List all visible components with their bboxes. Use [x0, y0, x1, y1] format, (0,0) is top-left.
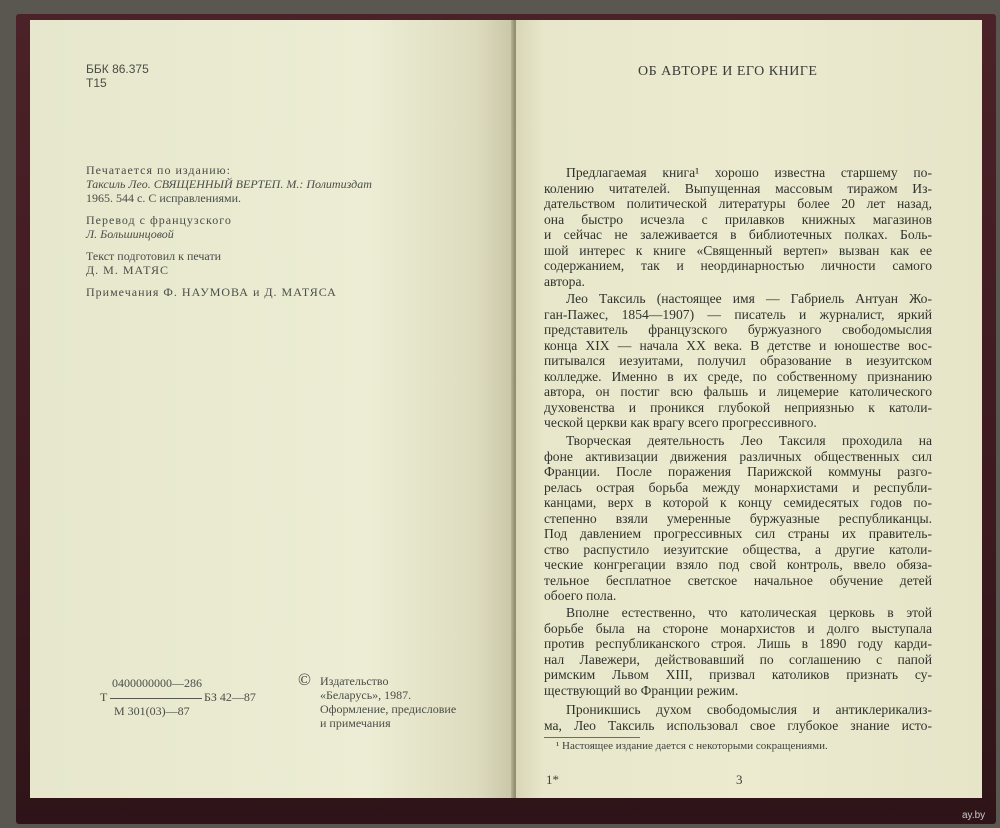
catalog-fraction-line: [110, 698, 202, 699]
paragraph-5: Проникшись духом свободомыслия и антиклерикализ- ма, Лео Таксиль использовал свое глубокое знание исто-: [544, 702, 932, 733]
right-page: [516, 20, 982, 798]
catalog-code-right: БЗ 42—87: [204, 690, 256, 704]
paragraph-1: Предлагаемая книга¹ хорошо известна старшему по- колению читателей. Выпущенная массовым тиражом Из- дательством политической литературы более 20 лет назад, она быстро исчезла с прилавков книжных магазинов и сейчас не залеживается в библиотечных полках. Боль- шой интерес к книге «Священный вертеп» вызван как ее содержанием, так и неординарностью личности самого автора.: [544, 165, 932, 289]
copyright-line2: «Беларусь», 1987.: [320, 688, 412, 702]
catalog-code-bottom: М 301(03)—87: [114, 704, 190, 718]
signature-mark: 1*: [546, 772, 559, 787]
catalog-code-letter: Т: [100, 690, 108, 704]
prepared-label: Текст подготовил к печати: [86, 249, 222, 263]
page-number: 3: [736, 772, 743, 787]
printed-from-label: Печатается по изданию:: [86, 163, 231, 177]
paragraph-4: Вполне естественно, что католическая церковь в этой борьбе была на стороне монархистов и долго выступала против республиканского строя. Лишь в 1890 году карди- нал Лавежери, действовавший по соглашению с папой римским Львом XIII, призвал католиков признать су- ществующий во Франции режим.: [544, 605, 932, 698]
author-index: Т15: [86, 76, 107, 90]
printed-from-line2: 1965. 544 с. С исправлениями.: [86, 191, 242, 205]
translator-name: Л. Большинцовой: [86, 227, 174, 241]
notes-credit: Примечания Ф. НАУМОВА и Д. МАТЯСА: [86, 285, 337, 299]
paragraph-3: Творческая деятельность Лео Таксиля проходила на фоне активизации движения различных общественных сил Франции. После поражения Парижской коммуны разго- релась острая борьба между монархистами и республи- канцами, верх в которой к концу семидесятых годов по- степенно взяли умеренные буржуазные республиканцы. Под давлением прогрессивных сил страны их правитель- ство распустило иезуитские общества, а другие католи- ческие конгрегации взяло под свой контроль, ввело обяза- тельное бесплатное светское начальное обучение детей обоего пола.: [544, 433, 932, 603]
watermark: ay.by: [962, 810, 986, 821]
footnote: ¹ Настоящее издание дается с некоторыми сокращениями.: [556, 740, 828, 752]
bbk-code: ББК 86.375: [86, 62, 149, 76]
footnote-rule: [544, 737, 640, 738]
copyright-line4: и примечания: [320, 716, 391, 730]
copyright-line1: Издательство: [320, 674, 389, 688]
copyright-sign: ©: [298, 670, 311, 689]
translation-label: Перевод с французского: [86, 213, 232, 227]
printed-from-line1: Таксиль Лео. СВЯЩЕННЫЙ ВЕРТЕП. М.: Политиздат: [86, 177, 372, 191]
chapter-title: ОБ АВТОРЕ И ЕГО КНИГЕ: [638, 64, 818, 79]
catalog-code-top: 0400000000—286: [112, 676, 202, 690]
paragraph-2: Лео Таксиль (настоящее имя — Габриель Антуан Жо- ган-Пажес, 1854—1907) — писатель и журналист, яркий представитель французского буржуазного свободомыслия конца XIX — начала XX века. В детстве и юношестве вос- питывался иезуитами, получил образование в иезуитском колледже. Именно в их среде, по собственному признанию автора, он постиг всю фальшь и лицемерие католического духовенства и проникся глубокой неприязнью к католи- ческой церкви как врагу всего прогрессивного.: [544, 291, 932, 430]
copyright-line3: Оформление, предисловие: [320, 702, 457, 716]
prepared-by: Д. М. МАТЯС: [86, 263, 170, 277]
left-page: [30, 20, 514, 798]
